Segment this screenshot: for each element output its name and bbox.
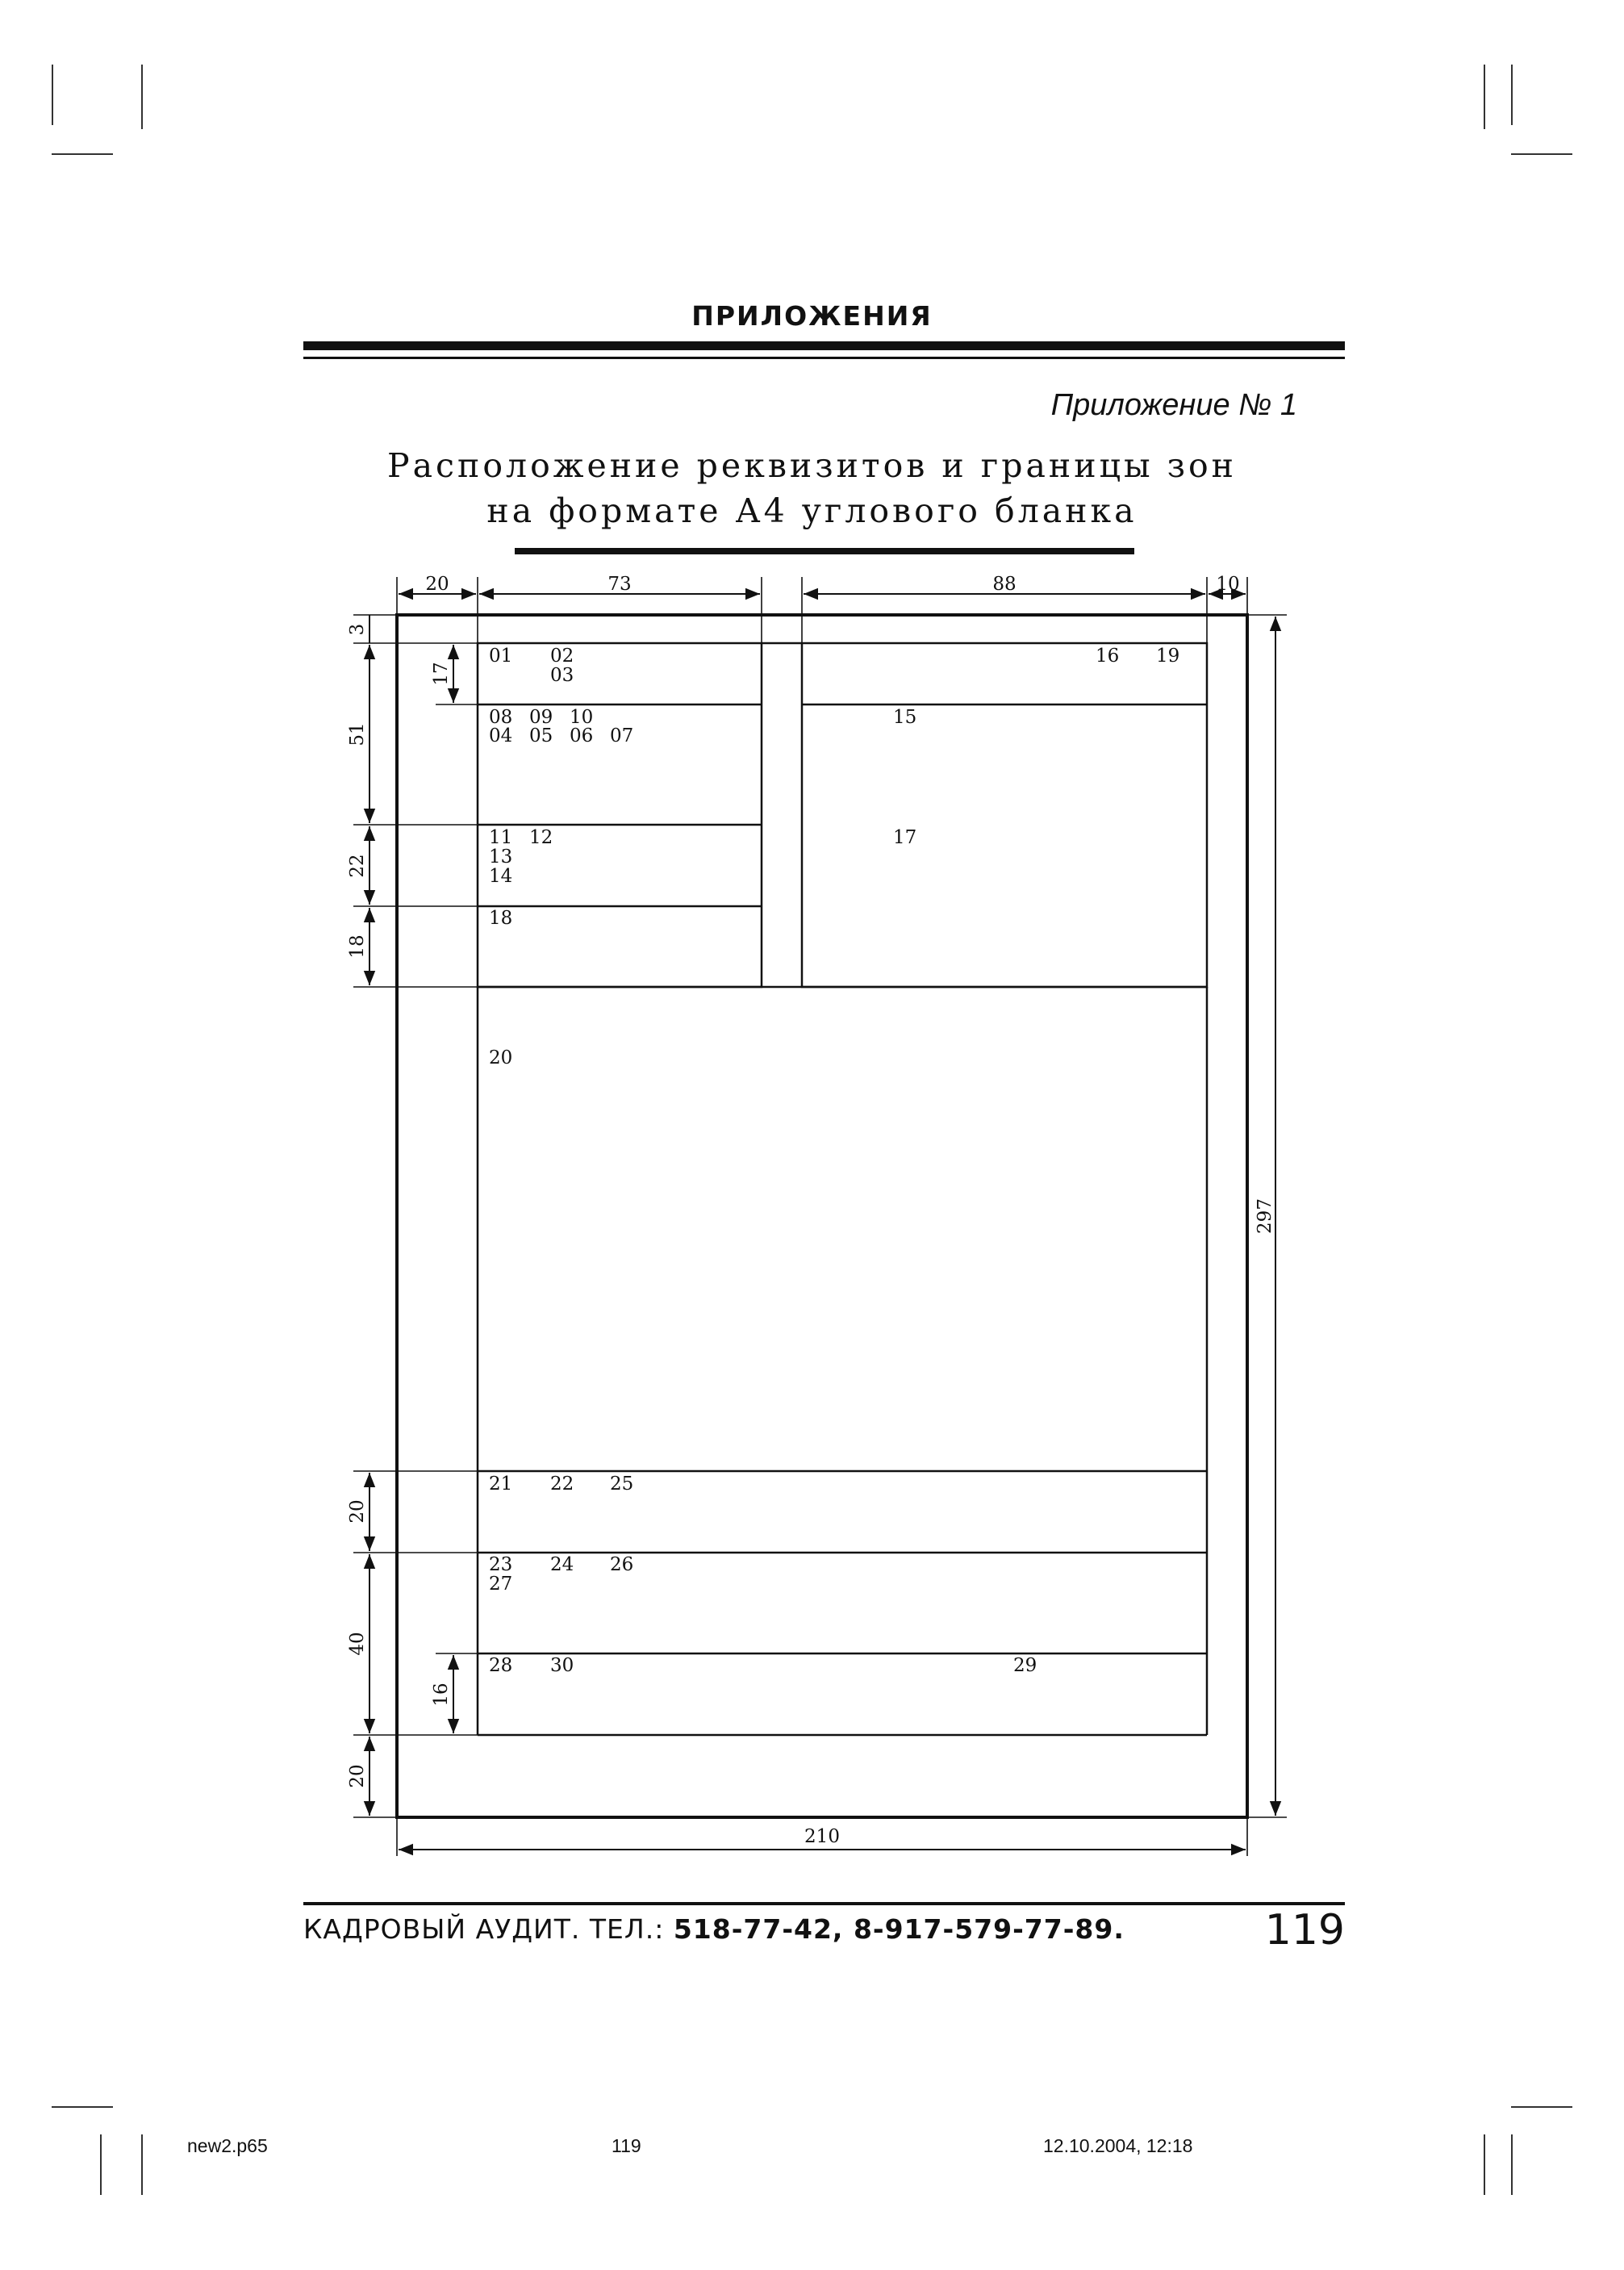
dim-right-margin: 10 bbox=[1216, 574, 1240, 595]
dim-field-20-top: 20 bbox=[347, 1499, 368, 1524]
zone-code-18: 18 bbox=[489, 908, 513, 929]
zone-code-19: 19 bbox=[1156, 646, 1180, 667]
zone-code-06: 06 bbox=[570, 725, 594, 746]
zone-code-10: 10 bbox=[570, 707, 594, 728]
dim-total-height: 297 bbox=[1255, 1198, 1275, 1234]
dim-right-block: 88 bbox=[992, 574, 1017, 595]
zone-code-11: 11 bbox=[489, 827, 513, 848]
zone-code-05: 05 bbox=[529, 725, 553, 746]
zone-code-01: 01 bbox=[489, 646, 513, 667]
zone-code-28: 28 bbox=[489, 1655, 513, 1676]
zone-code-20: 20 bbox=[489, 1047, 513, 1068]
zone-code-24: 24 bbox=[550, 1554, 574, 1575]
page-number: 119 bbox=[1264, 1906, 1345, 1954]
zone-code-27: 27 bbox=[489, 1574, 513, 1595]
footer-text bbox=[303, 1913, 1125, 1945]
dim-field-17: 17 bbox=[431, 662, 452, 686]
zone-code-14: 14 bbox=[489, 866, 513, 887]
print-timestamp: 12.10.2004, 12:18 bbox=[1043, 2135, 1193, 2156]
zone-code-29: 29 bbox=[1013, 1655, 1037, 1676]
dim-left-block: 73 bbox=[607, 574, 632, 595]
footer-rule bbox=[303, 1902, 1345, 1905]
dim-field-20-bottom: 20 bbox=[347, 1764, 368, 1788]
dim-field-40: 40 bbox=[347, 1632, 368, 1656]
dim-field-51: 51 bbox=[347, 722, 368, 746]
zone-code-15: 15 bbox=[893, 707, 917, 728]
zone-code-26: 26 bbox=[610, 1554, 634, 1575]
dim-field-18: 18 bbox=[347, 934, 368, 959]
zone-code-30: 30 bbox=[550, 1655, 574, 1676]
zone-code-09: 09 bbox=[529, 707, 553, 728]
zone-code-23: 23 bbox=[489, 1554, 513, 1575]
sheet-outline bbox=[397, 615, 1247, 1817]
zone-code-02: 02 bbox=[550, 646, 574, 667]
dim-field-22: 22 bbox=[347, 854, 368, 878]
section-header: ПРИЛОЖЕНИЯ bbox=[691, 300, 933, 332]
left-block bbox=[478, 643, 762, 987]
zone-code-16: 16 bbox=[1096, 646, 1120, 667]
footer-phones: 518-77-42, 8-917-579-77-89. bbox=[673, 1913, 1125, 1945]
zone-code-07: 07 bbox=[610, 725, 634, 746]
title-line-2: на формате А4 углового бланка bbox=[486, 491, 1138, 530]
appendix-label: Приложение № 1 bbox=[1050, 388, 1297, 422]
zone-code-25: 25 bbox=[610, 1474, 634, 1495]
zone-code-12: 12 bbox=[529, 827, 553, 848]
dim-field-16: 16 bbox=[431, 1683, 452, 1707]
print-file-name: new2.p65 bbox=[187, 2135, 268, 2156]
zone-code-13: 13 bbox=[489, 847, 513, 867]
zone-code-08: 08 bbox=[489, 707, 513, 728]
right-block bbox=[802, 643, 1207, 987]
zone-code-17: 17 bbox=[893, 827, 917, 848]
dim-top-offset: 3 bbox=[347, 623, 368, 636]
print-page-number: 119 bbox=[612, 2135, 641, 2156]
title-line-1: Расположение реквизитов и границы зон bbox=[387, 446, 1237, 485]
zone-code-22: 22 bbox=[550, 1474, 574, 1495]
zone-code-03: 03 bbox=[550, 665, 574, 686]
dim-total-width: 210 bbox=[804, 1826, 840, 1847]
dim-left-margin: 20 bbox=[425, 574, 449, 595]
zone-code-04: 04 bbox=[489, 725, 513, 746]
zone-code-21: 21 bbox=[489, 1474, 513, 1495]
footer-company: КАДРОВЫЙ АУДИТ. ТЕЛ.: bbox=[303, 1913, 674, 1945]
